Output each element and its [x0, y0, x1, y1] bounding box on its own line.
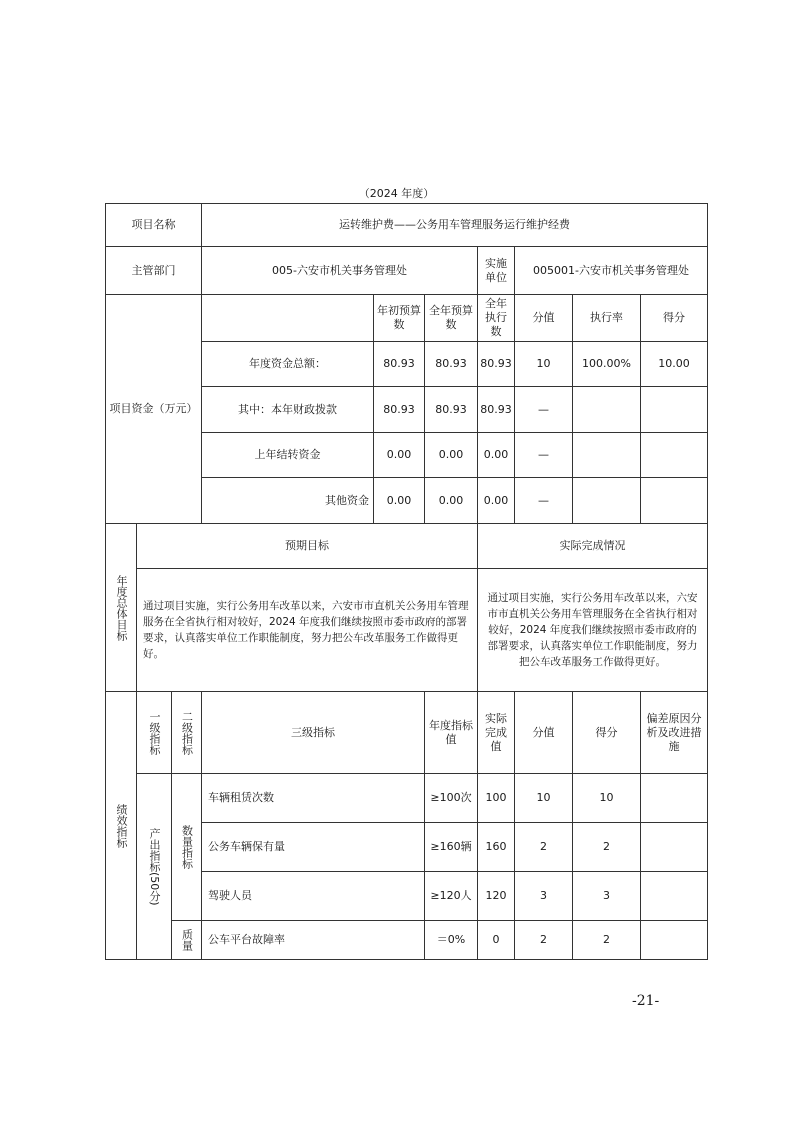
funds-score [641, 433, 708, 478]
goals-label: 年度总体目标 [115, 574, 128, 641]
funds-initial: 80.93 [374, 342, 425, 387]
dept-label: 主管部门 [106, 247, 202, 295]
funds-initial: 80.93 [374, 387, 425, 433]
funds-score [641, 387, 708, 433]
funds-header-score: 得分 [641, 295, 708, 342]
perf-actual: 100 [478, 774, 515, 823]
funds-score-value: 10 [515, 342, 573, 387]
funds-executed: 80.93 [478, 342, 515, 387]
funds-header-rate: 执行率 [573, 295, 641, 342]
perf-target: ≥100次 [425, 774, 478, 823]
perf-label-cell [106, 692, 137, 960]
perf-row-name: 驾驶人员 [202, 872, 425, 921]
perf-row [106, 774, 708, 823]
funds-header-score-value: 分值 [515, 295, 573, 342]
funds-initial: 0.00 [374, 433, 425, 478]
funds-executed: 0.00 [478, 433, 515, 478]
perf-target: ≥160辆 [425, 823, 478, 872]
perf-row-name: 公务车辆保有量 [202, 823, 425, 872]
funds-initial: 0.00 [374, 478, 425, 524]
funds-header-blank [202, 295, 374, 342]
goals-actual-header: 实际完成情况 [478, 524, 708, 569]
perf-deviation [641, 823, 708, 872]
goals-label-cell [106, 524, 137, 692]
funds-header-initial: 年初预算数 [374, 295, 425, 342]
perf-score: 10 [573, 774, 641, 823]
perf-score: 3 [573, 872, 641, 921]
perf-row-name: 车辆租赁次数 [202, 774, 425, 823]
perf-deviation [641, 921, 708, 960]
perf-actual: 120 [478, 872, 515, 921]
funds-score-value: — [515, 433, 573, 478]
funds-score-value: — [515, 478, 573, 524]
perf-actual: 160 [478, 823, 515, 872]
funds-rate [573, 387, 641, 433]
funds-label: 项目资金（万元） [106, 295, 202, 524]
perf-header-score: 得分 [573, 692, 641, 774]
performance-table [105, 203, 708, 960]
perf-score: 2 [573, 921, 641, 960]
funds-rate: 100.00% [573, 342, 641, 387]
funds-rate [573, 478, 641, 524]
funds-score [641, 478, 708, 524]
perf-score-value: 3 [515, 872, 573, 921]
project-name-label: 项目名称 [106, 204, 202, 247]
perf-header-level1: 一级指标 [137, 692, 172, 774]
funds-executed: 0.00 [478, 478, 515, 524]
goals-actual-text: 通过项目实施，实行公务用车改革以来，六安市市直机关公务用车管理服务在全省执行相对较好，2024 年度我们继续按照市委市政府的部署要求，认真落实单位工作职能制度，努力把公车改革服务工作做得更好。 [478, 569, 708, 692]
project-name-value: 运转维护费——公务用车管理服务运行维护经费 [202, 204, 708, 247]
perf-deviation [641, 774, 708, 823]
goals-expected-header: 预期目标 [137, 524, 478, 569]
perf-level2-quality: 质量 [172, 921, 202, 960]
funds-header-annual: 全年预算数 [425, 295, 478, 342]
perf-target: ＝0% [425, 921, 478, 960]
perf-header-level2: 二级指标 [172, 692, 202, 774]
funds-annual: 0.00 [425, 478, 478, 524]
dept-value: 005-六安市机关事务管理处 [202, 247, 478, 295]
perf-header-deviation: 偏差原因分析及改进措施 [641, 692, 708, 774]
perf-target: ≥120人 [425, 872, 478, 921]
funds-score: 10.00 [641, 342, 708, 387]
funds-row-name: 年度资金总额： [202, 342, 374, 387]
perf-score-value: 2 [515, 823, 573, 872]
funds-row-name: 其中：本年财政拨款 [202, 387, 374, 433]
funds-rate [573, 433, 641, 478]
impl-value: 005001-六安市机关事务管理处 [515, 247, 708, 295]
perf-row-name: 公车平台故障率 [202, 921, 425, 960]
funds-annual: 80.93 [425, 387, 478, 433]
perf-actual: 0 [478, 921, 515, 960]
funds-executed: 80.93 [478, 387, 515, 433]
goals-expected-text: 通过项目实施，实行公务用车改革以来，六安市市直机关公务用车管理服务在全省执行相对较好，2024 年度我们继续按照市委市政府的部署要求，认真落实单位工作职能制度，努力把公车改革服务工作做得更好。 [137, 569, 478, 692]
funds-row-name: 其他资金 [202, 478, 374, 524]
perf-score-value: 10 [515, 774, 573, 823]
perf-header-score-value: 分值 [515, 692, 573, 774]
perf-score: 2 [573, 823, 641, 872]
funds-annual: 0.00 [425, 433, 478, 478]
perf-header-target: 年度指标值 [425, 692, 478, 774]
perf-level1-output: 产出指标(50分) [137, 774, 172, 960]
perf-level2-quantity: 数量指标 [172, 774, 202, 921]
impl-label: 实施单位 [478, 247, 515, 295]
funds-row-name: 上年结转资金 [202, 433, 374, 478]
perf-label: 绩效指标 [115, 803, 128, 848]
funds-header-executed: 全年执行数 [478, 295, 515, 342]
perf-header-level3: 三级指标 [202, 692, 425, 774]
page-number: -21- [632, 993, 660, 1009]
perf-deviation [641, 872, 708, 921]
perf-score-value: 2 [515, 921, 573, 960]
perf-row [106, 921, 708, 960]
perf-header-actual: 实际完成值 [478, 692, 515, 774]
funds-score-value: — [515, 387, 573, 433]
funds-annual: 80.93 [425, 342, 478, 387]
report-year: （2024 年度） [358, 187, 435, 200]
